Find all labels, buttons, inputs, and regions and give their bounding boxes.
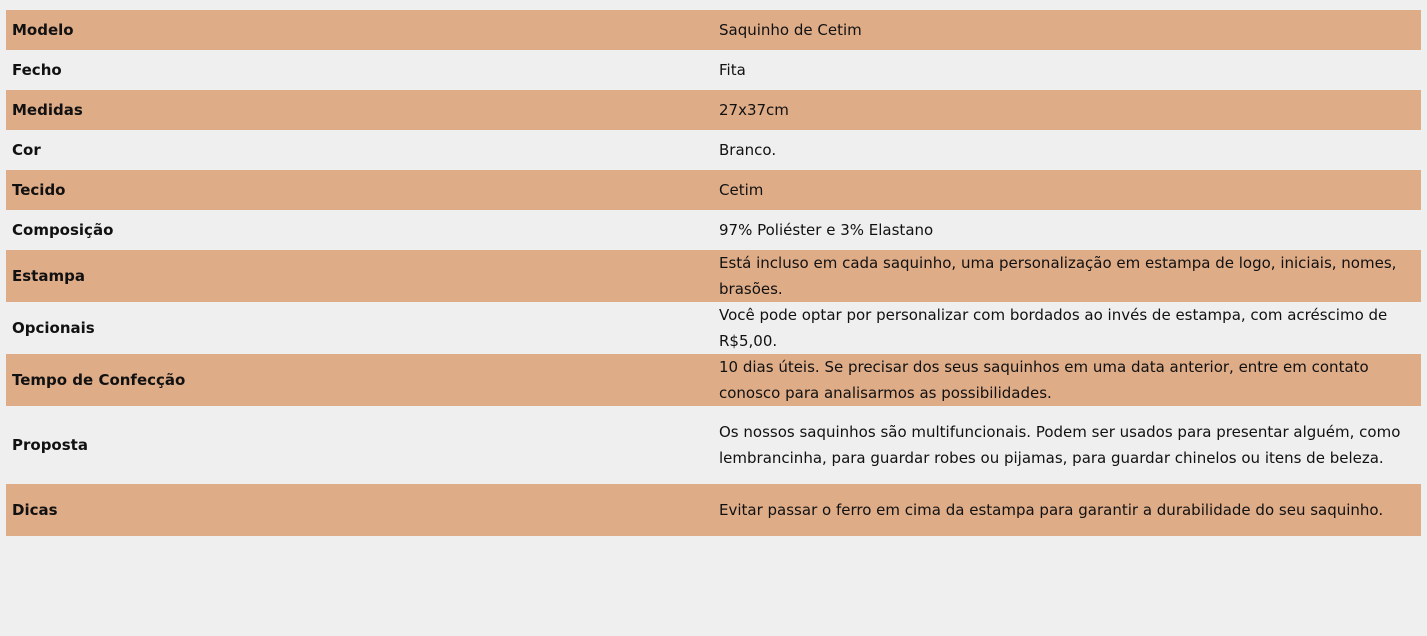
spec-row-medidas: [6, 90, 1421, 130]
spec-label: Opcionais: [6, 302, 713, 354]
spec-value: Branco.: [713, 130, 1421, 170]
spec-row-estampa: [6, 250, 1421, 302]
spec-row-composicao: [6, 210, 1421, 250]
spec-row-tecido: [6, 170, 1421, 210]
spec-value: Evitar passar o ferro em cima da estampa para garantir a durabilidade do seu saquinho.: [713, 484, 1421, 536]
spec-label: Dicas: [6, 484, 713, 536]
spec-label: Proposta: [6, 406, 713, 484]
spec-row-cor: [6, 130, 1421, 170]
spec-label: Cor: [6, 130, 713, 170]
spec-row-dicas: [6, 484, 1421, 536]
spec-label: Estampa: [6, 250, 713, 302]
spec-label: Modelo: [6, 10, 713, 50]
spec-value: 27x37cm: [713, 90, 1421, 130]
spec-row-tempo-de-confeccao: [6, 354, 1421, 406]
spec-row-fecho: [6, 50, 1421, 90]
spec-row-opcionais: [6, 302, 1421, 354]
spec-label: Tempo de Confecção: [6, 354, 713, 406]
spec-label: Composição: [6, 210, 713, 250]
spec-value: Saquinho de Cetim: [713, 10, 1421, 50]
spec-value: 97% Poliéster e 3% Elastano: [713, 210, 1421, 250]
spec-label: Medidas: [6, 90, 713, 130]
spec-value: Fita: [713, 50, 1421, 90]
spec-value: Está incluso em cada saquinho, uma personalização em estampa de logo, iniciais, nomes, brasões.: [713, 250, 1421, 302]
spec-row-proposta: [6, 406, 1421, 484]
spec-row-modelo: [6, 10, 1421, 50]
spec-value: Os nossos saquinhos são multifuncionais. Podem ser usados para presentar alguém, como lembrancinha, para guardar robes ou pijamas, para guardar chinelos ou itens de beleza.: [713, 406, 1421, 484]
spec-label: Fecho: [6, 50, 713, 90]
spec-label: Tecido: [6, 170, 713, 210]
spec-value: 10 dias úteis. Se precisar dos seus saquinhos em uma data anterior, entre em contato conosco para analisarmos as possibilidades.: [713, 354, 1421, 406]
product-specs-table: [6, 10, 1421, 536]
spec-value: Cetim: [713, 170, 1421, 210]
spec-value: Você pode optar por personalizar com bordados ao invés de estampa, com acréscimo de R$5,00.: [713, 302, 1421, 354]
